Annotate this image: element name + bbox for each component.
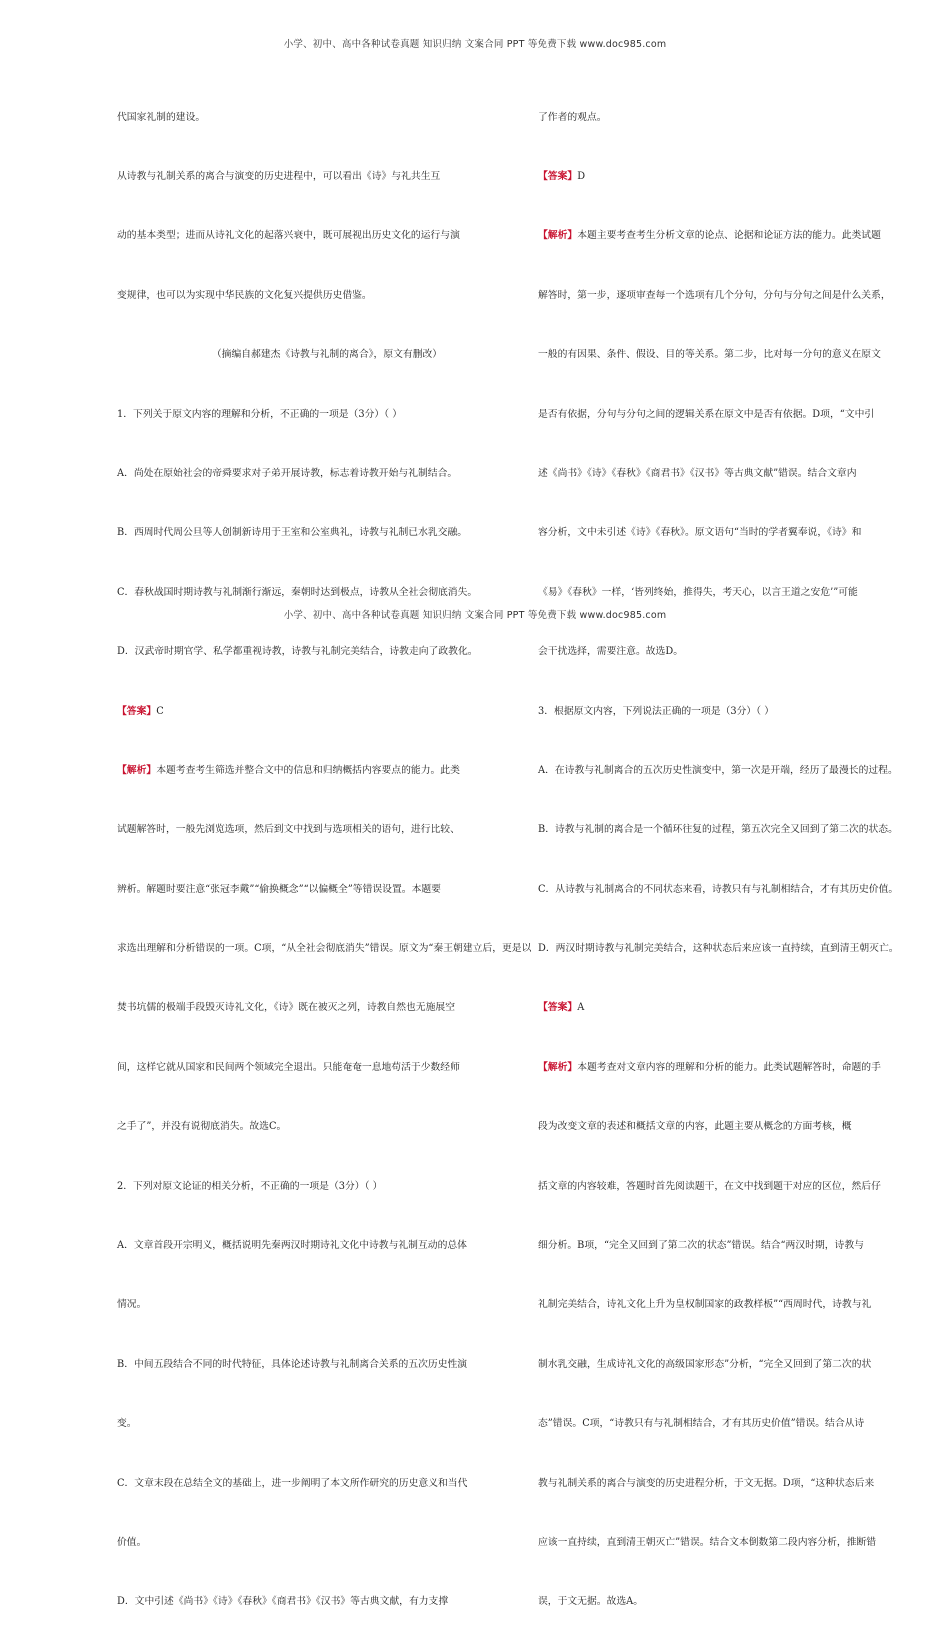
answer-line (117, 702, 497, 722)
text-line: 变。 (117, 1418, 137, 1430)
analysis-line (117, 761, 497, 781)
text-line: 态”错误。C项，“诗教只有与礼制相结合，才有其历史价值”错误。结合从诗 (538, 1418, 865, 1430)
text-line: 述《尚书》《诗》《春秋》《商君书》《汉书》等古典文献”错误。结合文章内 (538, 467, 857, 479)
option-c: C．从诗教与礼制离合的不同状态来看，诗教只有与礼制相结合，才有其历史价值。 (538, 883, 899, 895)
option-d: D．汉武帝时期官学、私学都重视诗教，诗教与礼制完美结合，诗教走向了政教化。 (117, 646, 478, 658)
answer-value: C (156, 705, 164, 717)
option-d: D．文中引述《尚书》《诗》《春秋》《商君书》《汉书》等古典文献，有力支撑 (117, 1596, 449, 1608)
text-line: 《易》《春秋》一样，‘皆列终始，推得失，考天心，以言王道之安危’”可能 (538, 586, 858, 598)
question-2: 2．下列对原文论证的相关分析，不正确的一项是（3分）（ ） (117, 1180, 383, 1192)
option-b: B．西周时代周公旦等人创制新诗用于王室和公室典礼，诗教与礼制已水乳交融。 (117, 527, 468, 539)
option-c: C．春秋战国时期诗教与礼制渐行渐远，秦朝时达到极点，诗教从全社会彻底消失。 (117, 586, 478, 598)
answer-value: D (577, 170, 586, 182)
text-line: 应该一直持续，直到清王朝灭亡”错误。结合文本倒数第二段内容分析，推断错 (538, 1536, 877, 1548)
text-line: 之手了”，并没有说彻底消失。故选C。 (117, 1121, 287, 1133)
text-line: 误，于文无据。故选A。 (538, 1596, 644, 1608)
right-column (538, 68, 918, 1632)
analysis-line (538, 226, 918, 246)
top-banner: 小学、初中、高中各种试卷真题 知识归纳 文案合同 PPT 等免费下载 www.doc985.com (283, 39, 667, 50)
text-line: 了作者的观点。 (538, 111, 607, 123)
text-line: 动的基本类型；进而从诗礼文化的起落兴衰中，既可展视出历史文化的运行与演 (117, 230, 460, 242)
analysis-tag: 【解析】 (538, 1061, 578, 1073)
text-line: 求选出理解和分析错误的一项。C项，“从全社会彻底消失”错误。原文为“秦王朝建立后，更是以 (117, 943, 532, 955)
option-c: C．文章末段在总结全文的基础上，进一步阐明了本文所作研究的历史意义和当代 (117, 1477, 468, 1489)
text-line: 辨析。解题时要注意“张冠李戴”“偷换概念”“以偏概全”等错误设置。本题要 (117, 883, 441, 895)
text-line: 段为改变文章的表述和概括文章的内容，此题主要从概念的方面考核，概 (538, 1121, 852, 1133)
text-line: 礼制完美结合，诗礼文化上升为皇权制国家的政教样板”“西周时代，诗教与礼 (538, 1299, 872, 1311)
answer-tag: 【答案】 (538, 170, 578, 182)
answer-value: A (577, 1002, 585, 1014)
text-line: 容分析，文中未引述《诗》《春秋》。原文语句“当时的学者翼奉说，《诗》和 (538, 527, 862, 539)
text-line: 间，这样它就从国家和民间两个领域完全退出。只能奄奄一息地苟活于少数经师 (117, 1061, 460, 1073)
question-1: 1．下列关于原文内容的理解和分析，不正确的一项是（3分）（ ） (117, 408, 402, 420)
text-line: 试题解答时，一般先浏览选项，然后到文中找到与选项相关的语句，进行比较、 (117, 824, 460, 836)
analysis-text: 本题考查对文章内容的理解和分析的能力。此类试题解答时，命题的手 (577, 1061, 881, 1073)
text-line: 解答时，第一步，逐项审查每一个选项有几个分句，分句与分句之间是什么关系， (538, 289, 891, 301)
text-line: 变规律，也可以为实现中华民族的文化复兴提供历史借鉴。 (117, 289, 372, 301)
answer-line (538, 998, 918, 1018)
text-line: 是否有依据，分句与分句之间的逻辑关系在原文中是否有依据。D项，“文中引 (538, 408, 875, 420)
option-b: B．诗教与礼制的离合是一个循环往复的过程，第五次完全又回到了第二次的状态。 (538, 824, 898, 836)
option-d: D．两汉时期诗教与礼制完美结合，这种状态后来应该一直持续，直到清王朝灭亡。 (538, 943, 899, 955)
answer-tag: 【答案】 (117, 705, 157, 717)
text-line: 一般的有因果、条件、假设、目的等关系。第二步，比对每一分句的意义在原文 (538, 349, 881, 361)
text-line: 价值。 (117, 1536, 147, 1548)
option-b: B．中间五段结合不同的时代特征，具体论述诗教与礼制离合关系的五次历史性演 (117, 1358, 468, 1370)
analysis-text: 本题主要考查考生分析文章的论点、论据和论证方法的能力。此类试题 (577, 230, 881, 242)
option-a: A．在诗教与礼制离合的五次历史性演变中，第一次是开端，经历了最漫长的过程。 (538, 764, 898, 776)
text-line: 括文章的内容较难，答题时首先阅读题干，在文中找到题干对应的区位，然后仔 (538, 1180, 881, 1192)
answer-line (538, 167, 918, 187)
analysis-line (538, 1058, 918, 1078)
text-line: 代国家礼制的建设。 (117, 111, 206, 123)
text-line: 焚书坑儒的极端手段毁灭诗礼文化，《诗》既在被灭之列，诗教自然也无施展空 (117, 1002, 455, 1014)
text-line: 细分析。B项，“完全又回到了第二次的状态”错误。结合“两汉时期，诗教与 (538, 1240, 864, 1252)
option-a: A．尚处在原始社会的帝舜要求对子弟开展诗教，标志着诗教开始与礼制结合。 (117, 467, 458, 479)
answer-tag: 【答案】 (538, 1002, 578, 1014)
analysis-tag: 【解析】 (117, 764, 157, 776)
question-3: 3．根据原文内容，下列说法正确的一项是（3分）（ ） (538, 705, 775, 717)
bottom-banner: 小学、初中、高中各种试卷真题 知识归纳 文案合同 PPT 等免费下载 www.doc985.com (283, 610, 667, 621)
analysis-text: 本题考查考生筛选并整合文中的信息和归纳概括内容要点的能力。此类 (156, 764, 460, 776)
text-line: 会干扰选择，需要注意。故选D。 (538, 646, 684, 658)
text-line: 从诗教与礼制关系的离合与演变的历史进程中，可以看出《诗》与礼共生互 (117, 170, 441, 182)
text-line: 制水乳交融，生成诗礼文化的高级国家形态”分析，“完全又回到了第二次的状 (538, 1358, 872, 1370)
option-a: A．文章首段开宗明义，概括说明先秦两汉时期诗礼文化中诗教与礼制互动的总体 (117, 1240, 467, 1252)
analysis-tag: 【解析】 (538, 230, 578, 242)
left-column (117, 68, 532, 1632)
source-citation: （摘编自郝建杰《诗教与礼制的离合》，原文有删改） (211, 349, 443, 361)
text-line: 教与礼制关系的离合与演变的历史进程分析，于文无据。D项，“这种状态后来 (538, 1477, 875, 1489)
text-line: 情况。 (117, 1299, 147, 1311)
